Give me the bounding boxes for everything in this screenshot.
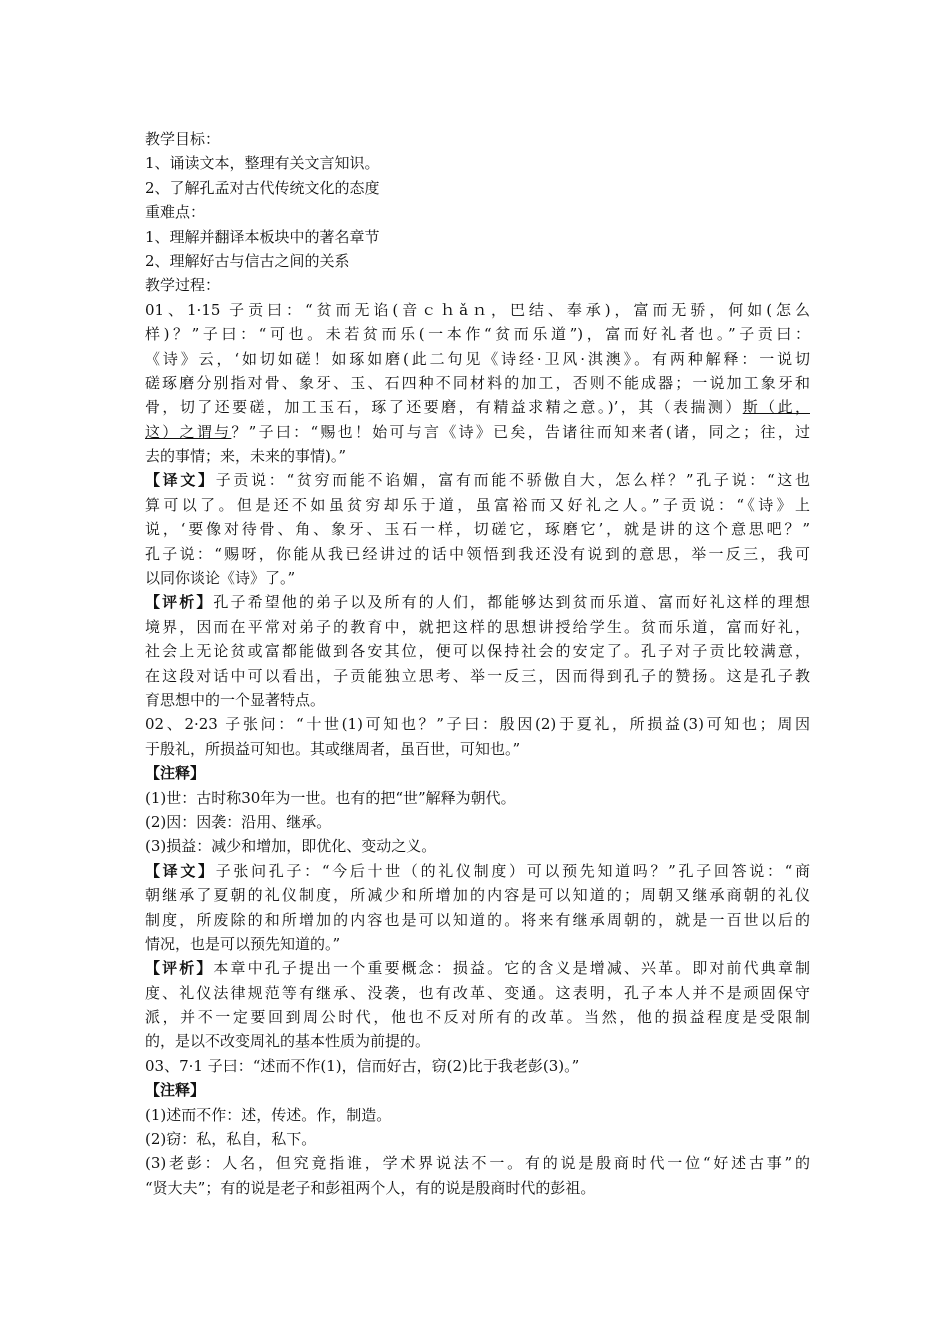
text-line: 02、2·23 子张问：“十世(1)可知也？”子曰：殷因(2)于夏礼，所损益(3)可知也；周因 — [145, 715, 810, 734]
objective-2: 2、了解孔孟对古代传统文化的态度 — [145, 178, 380, 197]
text-line: 社会上无论贫或富都能做到各安其位，便可以保持社会的安定了。孔子对子贡比较满意， — [145, 642, 810, 661]
text-line: 制度，所废除的和所增加的内容也是可以知道的。将来有继承周朝的，就是一百世以后的 — [145, 910, 810, 929]
text-segment: 子张问孔子：“今后十世（的礼仪制度）可以预先知道吗？”孔子回答说：“商 — [215, 861, 810, 880]
text-line: 孔子说：“赐呀，你能从我已经讲过的话中领悟到我还没有说到的意思，举一反三，我可 — [145, 544, 810, 563]
heading-objectives: 教学目标： — [145, 130, 221, 148]
note-item: (2)窃：私，私自，私下。 — [145, 1130, 317, 1149]
note-item: (3)损益：减少和增加，即优化、变动之义。 — [145, 837, 437, 856]
text-line: 度、礼仪法律规范等有继承、没袭，也有改革、变通。这表明，孔子本人并不是顽固保守 — [145, 983, 810, 1002]
text-line: 说，‘要像对待骨、角、象牙、玉石一样，切磋它，琢磨它’，就是讲的这个意思吧？” — [145, 520, 810, 539]
text-segment: 本章中孔子提出一个重要概念：损益。它的含义是增减、兴革。即对前代典章制 — [213, 959, 810, 978]
text-line — [145, 956, 810, 980]
text-line — [145, 590, 810, 614]
heading-key-points: 重难点： — [145, 203, 206, 222]
text-line: 派，并不一定要回到周公时代，他也不反对所有的改革。当然，他的损益程度是受限制 — [145, 1008, 810, 1027]
text-line: 01、1·15 子贡曰：“贫而无谄(音ｃｈǎｎ，巴结、奉承)，富而无骄，何如(怎么 — [145, 300, 810, 319]
underlined-segment: 斯（此， — [742, 398, 810, 417]
heading-process: 教学过程： — [145, 276, 221, 295]
text-line — [145, 859, 810, 883]
text-line: 磋琢磨分别指对骨、象牙、玉、石四种不同材料的加工，否则不能成器；一说加工象牙和 — [145, 373, 810, 392]
text-line: 于殷礼，所损益可知也。其或继周者，虽百世，可知也。” — [145, 739, 521, 758]
notes-tag: 【注释】 — [145, 764, 206, 783]
text-segment: 孔子希望他的弟子以及所有的人们，都能够达到贫而乐道、富而好礼这样的理想 — [213, 593, 810, 612]
text-segment: 骨，切了还要磋，加工玉石，琢了还要磨，有精益求精之意。)’，其（表揣测） — [145, 398, 743, 417]
analysis-tag: 【评析】 — [145, 959, 214, 978]
text-line: 算可以了。但是还不如虽贫穷却乐于道，虽富裕而又好礼之人。”子贡说：“《诗》上 — [145, 495, 810, 514]
translation-tag: 【译文】 — [145, 861, 216, 880]
text-segment: 子贡说：“贫穷而能不谄媚，富有而能不骄傲自大，怎么样？”孔子说：“这也 — [215, 471, 810, 490]
note-item: (3)老彭：人名，但究竟指谁，学术界说法不一。有的说是殷商时代一位“好述古事”的 — [145, 1154, 810, 1173]
text-line: 育思想中的一个显著特点。 — [145, 690, 326, 709]
text-line: 情况，也是可以预先知道的。” — [145, 934, 341, 953]
text-line: 去的事情；来，未来的事情)。” — [145, 447, 347, 466]
text-line: 朝继承了夏朝的礼仪制度，所减少和所增加的内容是可以知道的；周朝又继承商朝的礼仪 — [145, 886, 810, 905]
note-item: (2)因：因袭：沿用、继承。 — [145, 812, 332, 831]
text-line — [145, 395, 810, 419]
text-line: 境界，因而在平常对弟子的教育中，就把这样的思想讲授给学生。贫而乐道，富而好礼， — [145, 617, 810, 636]
text-line: 以同你谈论《诗》了。” — [145, 569, 296, 588]
note-item: (1)世：古时称30年为一世。也有的把“世”解释为朝代。 — [145, 788, 516, 807]
notes-tag: 【注释】 — [145, 1081, 206, 1100]
text-line: 的，是以不改变周礼的基本性质为前提的。 — [145, 1032, 431, 1051]
text-segment: ？”子曰：“赐也！始可与言《诗》已矣，告诸往而知来者(诸，同之；往，过 — [231, 422, 810, 441]
text-line: 样)？”子曰：“可也。未若贫而乐(一本作“贫而乐道”)，富而好礼者也。”子贡曰： — [145, 325, 810, 344]
text-line: 《诗》云，‘如切如磋！如琢如磨(此二句见《诗经·卫风·淇澳》。有两种解释：一说切 — [145, 349, 810, 368]
translation-tag: 【译文】 — [145, 471, 216, 490]
underlined-segment: 这）之谓与 — [145, 422, 232, 441]
analysis-tag: 【评析】 — [145, 593, 214, 612]
key-point-1: 1、理解并翻译本板块中的著名章节 — [145, 227, 380, 246]
note-item: “贤大夫”；有的说是老子和彭祖两个人，有的说是殷商时代的彭祖。 — [145, 1178, 596, 1197]
text-line — [145, 420, 810, 444]
objective-1: 1、诵读文本，整理有关文言知识。 — [145, 154, 380, 173]
note-item: (1)述而不作：述，传述。作，制造。 — [145, 1105, 392, 1124]
key-point-2: 2、理解好古与信古之间的关系 — [145, 251, 350, 270]
text-line: 在这段对话中可以看出，子贡能独立思考、举一反三，因而得到孔子的赞扬。这是孔子教 — [145, 666, 810, 685]
text-line — [145, 468, 810, 492]
text-line: 03、7·1 子曰：“述而不作(1)，信而好古，窃(2)比于我老彭(3)。” — [145, 1056, 580, 1075]
document-page — [145, 127, 810, 1200]
